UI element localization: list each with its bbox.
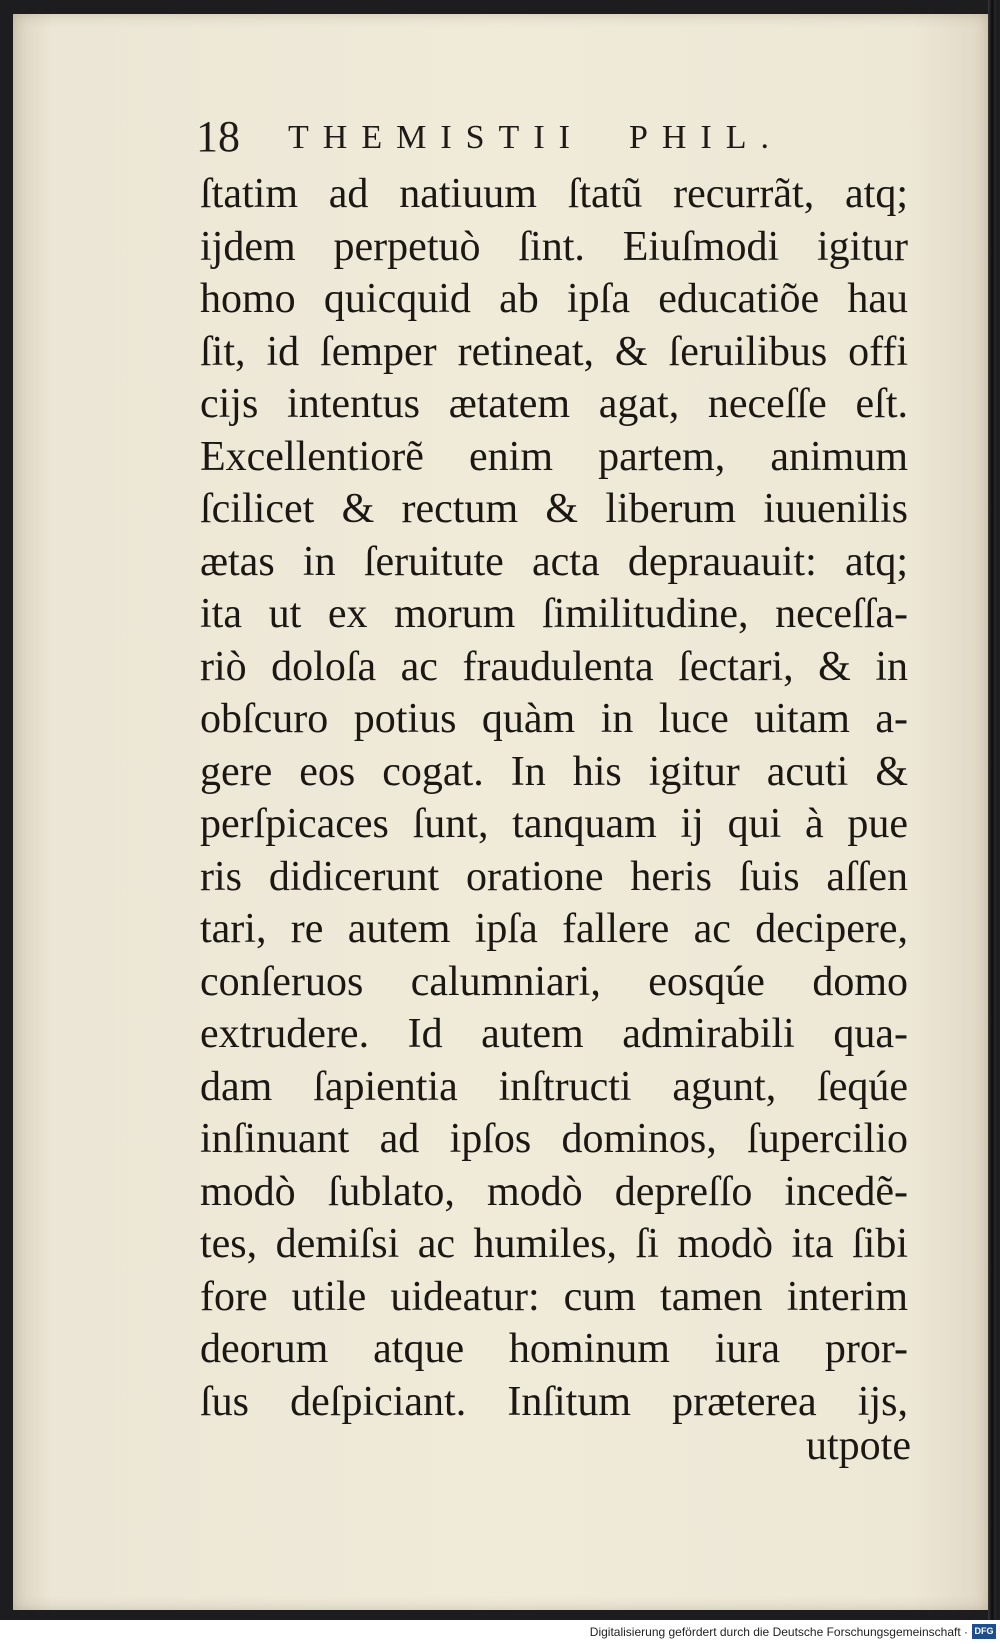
text-line: inſinuant ad ipſos dominos, ſupercilio bbox=[200, 1116, 908, 1162]
text-line: cijs intentus ætatem agat, neceſſe eſt. bbox=[200, 381, 908, 427]
page-header bbox=[196, 112, 896, 162]
text-line: perſpicaces ſunt, tanquam ij qui à pue bbox=[200, 801, 908, 847]
page-number: 18 bbox=[196, 112, 240, 161]
text-line: tari, re autem ipſa fallere ac decipere, bbox=[200, 906, 908, 952]
text-line: ætas in ſeruitute acta deprauauit: atq; bbox=[200, 538, 908, 585]
text-line: ſcilicet & rectum & liberum iuuenilis bbox=[200, 486, 908, 532]
text-line: riò doloſa ac fraudulenta ſectari, & in bbox=[200, 643, 908, 690]
footer-bar bbox=[0, 1620, 1000, 1644]
body-text bbox=[200, 168, 908, 1428]
text-line: modò ſublato, modò depreſſo incedẽ- bbox=[200, 1168, 908, 1215]
text-line: obſcuro potius quàm in luce uitam a- bbox=[200, 696, 908, 742]
text-line: extrudere. Id autem admirabili qua- bbox=[200, 1011, 908, 1057]
text-line: gere eos cogat. In his igitur acuti & bbox=[200, 748, 908, 795]
running-head: THEMISTII PHIL. bbox=[288, 119, 784, 156]
text-line: deorum atque hominum iura pror- bbox=[200, 1326, 908, 1372]
text-line: fore utile uideatur: cum tamen interim bbox=[200, 1273, 908, 1320]
dfg-logo: DFG bbox=[972, 1624, 996, 1639]
text-line: conſeruos calumniari, eosqúe domo bbox=[200, 958, 908, 1005]
text-line: Excellentiorẽ enim partem, animum bbox=[200, 433, 908, 480]
text-line: ijdem perpetuò ſint. Eiuſmodi igitur bbox=[200, 223, 908, 270]
text-line: ita ut ex morum ſimilitudine, neceſſa- bbox=[200, 591, 908, 637]
text-line: ſus deſpiciant. Inſitum præterea ijs, bbox=[200, 1378, 908, 1425]
text-line: ris didicerunt oratione heris ſuis aſſen bbox=[200, 853, 908, 900]
funding-credit: Digitalisierung gefördert durch die Deutsche Forschungsgemeinschaft · bbox=[589, 1625, 968, 1639]
text-line: dam ſapientia inſtructi agunt, ſeqúe bbox=[200, 1063, 908, 1110]
catchword: utpote bbox=[806, 1423, 911, 1469]
text-line: ſit, id ſemper retineat, & ſeruilibus offi bbox=[200, 328, 908, 375]
text-line: homo quicquid ab ipſa educatiõe hau bbox=[200, 276, 908, 322]
text-line: tes, demiſsi ac humiles, ſi modò ita ſibi bbox=[200, 1221, 908, 1267]
book-edge bbox=[988, 0, 996, 1620]
text-line: ſtatim ad natiuum ſtatũ recurrãt, atq; bbox=[200, 171, 908, 217]
